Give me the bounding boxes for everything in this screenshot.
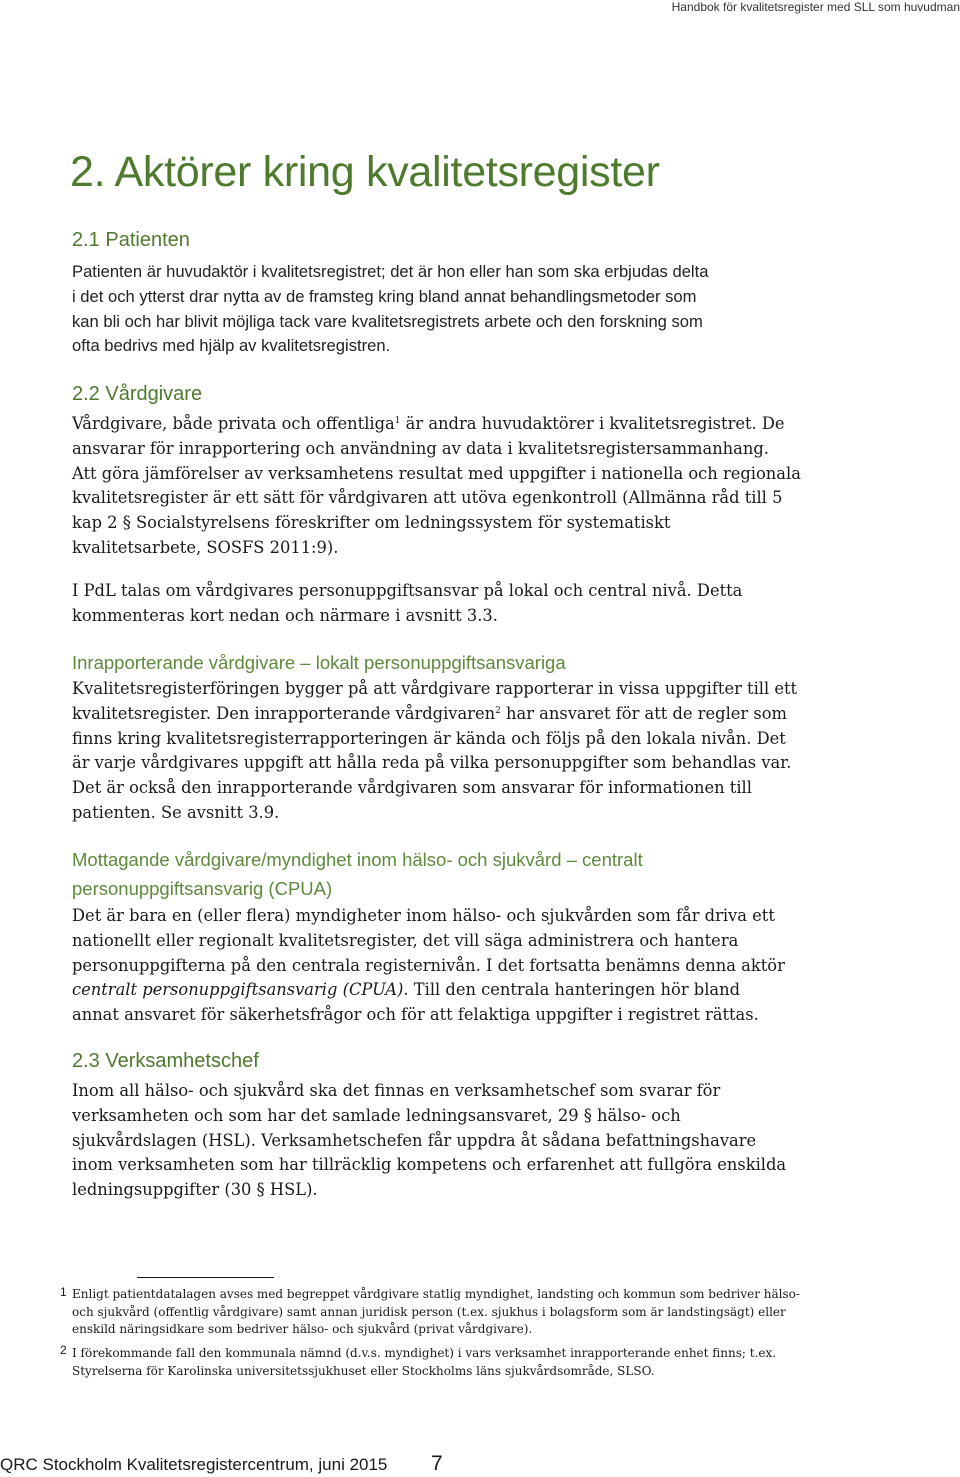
- text-line: Inom all hälso- och sjukvård ska det finnas en verksamhetschef som svarar för: [72, 1081, 721, 1100]
- subheading-line: personuppgiftsansvarig (CPUA): [72, 878, 333, 899]
- subheading-inrapporterande: Inrapporterande vårdgivare – lokalt personuppgiftsansvariga: [72, 652, 566, 673]
- text-line: kvalitetsregister är ett sätt för vårdgivaren att utöva egenkontroll (Allmänna råd till 5: [72, 488, 783, 508]
- text-line: kap 2 § Socialstyrelsens föreskrifter om ledningssystem för systematiskt: [72, 513, 671, 533]
- text-line: [72, 412, 801, 437]
- paragraph-vardgivare-1: [72, 412, 801, 561]
- text-line: Patienten är huvudaktör i kvalitetsregistret; det är hon eller han som ska erbjudas delta: [72, 262, 709, 281]
- footnote-line: Styrelserna för Karolinska universitetssjukhuset eller Stockholms läns sjukvårdsområde, SLSO.: [72, 1363, 655, 1378]
- text-line: i det och ytterst drar nytta av de framsteg kring bland annat behandlingsmetoder som: [72, 286, 697, 306]
- text-line: patienten. Se avsnitt 3.9.: [72, 802, 280, 822]
- text-run: Vårdgivare, både privata och offentliga: [72, 414, 395, 433]
- footnote-divider: [137, 1277, 274, 1278]
- text-line: Att göra jämförelser av verksamhetens resultat med uppgifter i nationella och regionala: [72, 463, 801, 483]
- text-line: Det är också den inrapporterande vårdgivaren som ansvarar för informationen till: [72, 778, 752, 798]
- footnote-ref-1: 1: [394, 416, 401, 426]
- text-run: har ansvaret för att de regler som: [500, 703, 787, 723]
- text-run: är andra huvudaktörer i kvalitetsregistret. De: [400, 414, 785, 433]
- text-line: annat ansvaret för säkerhetsfrågor och för att felaktiga uppgifter i registret rättas.: [72, 1005, 759, 1025]
- running-header: Handbok för kvalitetsregister med SLL som huvudman: [671, 0, 960, 14]
- text-line: ofta bedrivs med hjälp av kvalitetsregistren.: [72, 336, 391, 356]
- text-run: kvalitetsregister. Den inrapporterande vårdgivaren: [72, 703, 496, 723]
- page-number: 7: [431, 1452, 443, 1475]
- text-line: sjukvårdslagen (HSL). Verksamhetschefen får uppdra åt sådana befattningshavare: [72, 1130, 757, 1150]
- text-line: verksamheten och som har det samlade ledningsansvaret, 29 § hälso- och: [72, 1105, 681, 1125]
- text-line: I PdL talas om vårdgivares personuppgiftsansvar på lokal och central nivå. Detta: [72, 581, 743, 600]
- section-heading-patienten: 2.1 Patienten: [72, 229, 190, 251]
- page-title: 2. Aktörer kring kvalitetsregister: [70, 148, 660, 196]
- text-line: [72, 978, 785, 1003]
- text-line: kvalitetsarbete, SOSFS 2011:9).: [72, 537, 339, 557]
- footer-text: QRC Stockholm Kvalitetsregistercentrum, juni 2015: [0, 1455, 388, 1474]
- text-line: Det är bara en (eller flera) myndigheter inom hälso- och sjukvården som får driva ett: [72, 906, 775, 925]
- text-line: kommenteras kort nedan och närmare i avsnitt 3.3.: [72, 605, 498, 625]
- text-line: ledningsuppgifter (30 § HSL).: [72, 1180, 318, 1200]
- text-line: Kvalitetsregisterföringen bygger på att vårdgivare rapporterar in vissa uppgifter till ett: [72, 679, 798, 698]
- paragraph-patienten: [72, 260, 708, 359]
- footnote-mark-2: 2: [60, 1343, 67, 1357]
- text-run: Till den centrala hanteringen hör bland: [408, 980, 741, 1000]
- footnote-line: och sjukvård (offentlig vårdgivare) samt annan juridisk person (t.ex. sjukhus i bolagsform som är landstingsägt) eller: [72, 1304, 786, 1319]
- text-line: ansvarar för inrapportering och användning av data i kvalitetsregistersammanhang.: [72, 438, 769, 458]
- footnote-1: [72, 1286, 800, 1339]
- footnote-mark-1: 1: [60, 1285, 67, 1299]
- emphasis-term: centralt personuppgiftsansvarig (CPUA).: [72, 980, 409, 1000]
- section-heading-vardgivare: 2.2 Vårdgivare: [72, 383, 203, 405]
- text-line: kan bli och har blivit möjliga tack vare kvalitetsregistrets arbete och den forskning som: [72, 311, 703, 331]
- text-line: [72, 702, 797, 727]
- text-line: nationellt eller regionalt kvalitetsregister, det vill säga administrera och hantera: [72, 930, 739, 950]
- paragraph-verksamhetschef: [72, 1079, 786, 1203]
- section-heading-verksamhetschef: 2.3 Verksamhetschef: [72, 1050, 259, 1072]
- text-line: är varje vårdgivares uppgift att hålla reda på vilka personuppgifter som behandlas var.: [72, 753, 792, 773]
- text-line: personuppgifterna på den centrala registernivån. I det fortsatta benämns denna aktör: [72, 955, 785, 975]
- paragraph-mottagande: [72, 904, 785, 1028]
- subheading-line: Mottagande vårdgivare/myndighet inom hälso- och sjukvård – centralt: [72, 849, 643, 870]
- text-line: inom verksamheten som har tillräcklig kompetens och erfarenhet att fullgöra enskilda: [72, 1155, 787, 1175]
- paragraph-inrapporterande: [72, 677, 797, 826]
- footnote-line: enskild näringsidkare som bedriver hälso- och sjukvård (privat vårdgivare).: [72, 1322, 533, 1336]
- footnote-2: [72, 1345, 776, 1380]
- subheading-mottagande: [72, 845, 643, 903]
- paragraph-vardgivare-2: [72, 579, 742, 629]
- text-line: finns kring kvalitetsregisterrapporteringen är kända och följs på den lokala nivån. Det: [72, 728, 786, 748]
- footnote-line: I förekommande fall den kommunala nämnd (d.v.s. myndighet) i vars verksamhet inrapporterande enhet finns; t.ex.: [72, 1346, 777, 1360]
- footnote-ref-2: 2: [495, 705, 501, 716]
- footnote-line: Enligt patientdatalagen avses med begreppet vårdgivare statlig myndighet, landsting och kommun som bedriver hälso-: [72, 1287, 800, 1301]
